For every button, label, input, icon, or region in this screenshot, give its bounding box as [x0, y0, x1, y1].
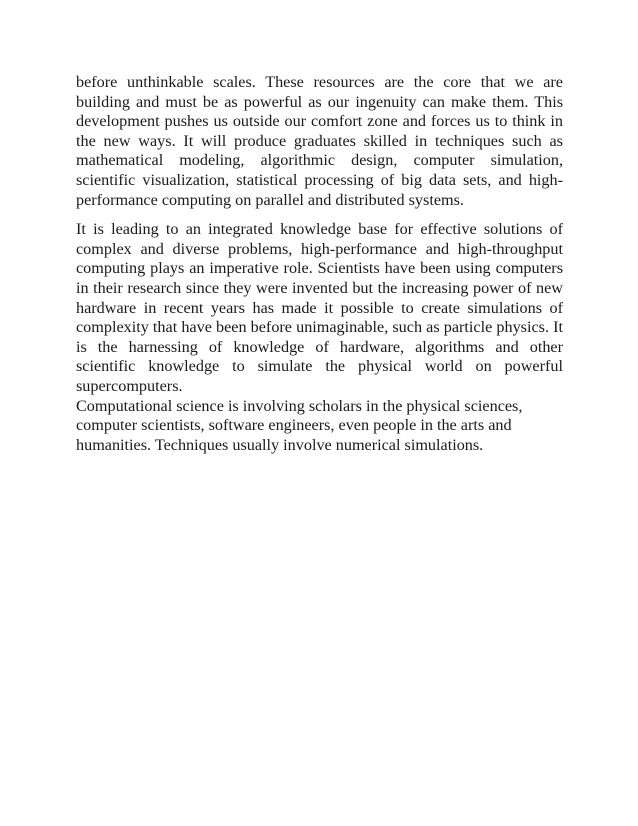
document-body: [76, 73, 563, 455]
paragraph-knowledge-base: It is leading to an integrated knowledge base for effective solutions of complex and diverse problems, high-performance and high-throughput computing plays an imperative role. Scientists have been using computers in their research since they were invented but the increasing power of new hardware in recent years has made it possible to create simulations of complexity that have been before unimaginable, such as particle physics. It is the harnessing of knowledge of hardware, algorithms and other scientific knowledge to simulate the physical world on powerful supercomputers.: [76, 220, 563, 395]
paragraph-scales: before unthinkable scales. These resources are the core that we are building and must be as powerful as our ingenuity can make them. This development pushes us outside our comfort zone and forces us to think in the new ways. It will produce graduates skilled in techniques such as mathematical modeling, algorithmic design, computer simulation, scientific visualization, statistical processing of big data sets, and high-performance computing on parallel and distributed systems.: [76, 73, 563, 209]
paragraph-computational-science: Computational science is involving scholars in the physical sciences, computer scientists, software engineers, even people in the arts and humanities. Techniques usually involve numerical simulations.: [76, 396, 523, 454]
